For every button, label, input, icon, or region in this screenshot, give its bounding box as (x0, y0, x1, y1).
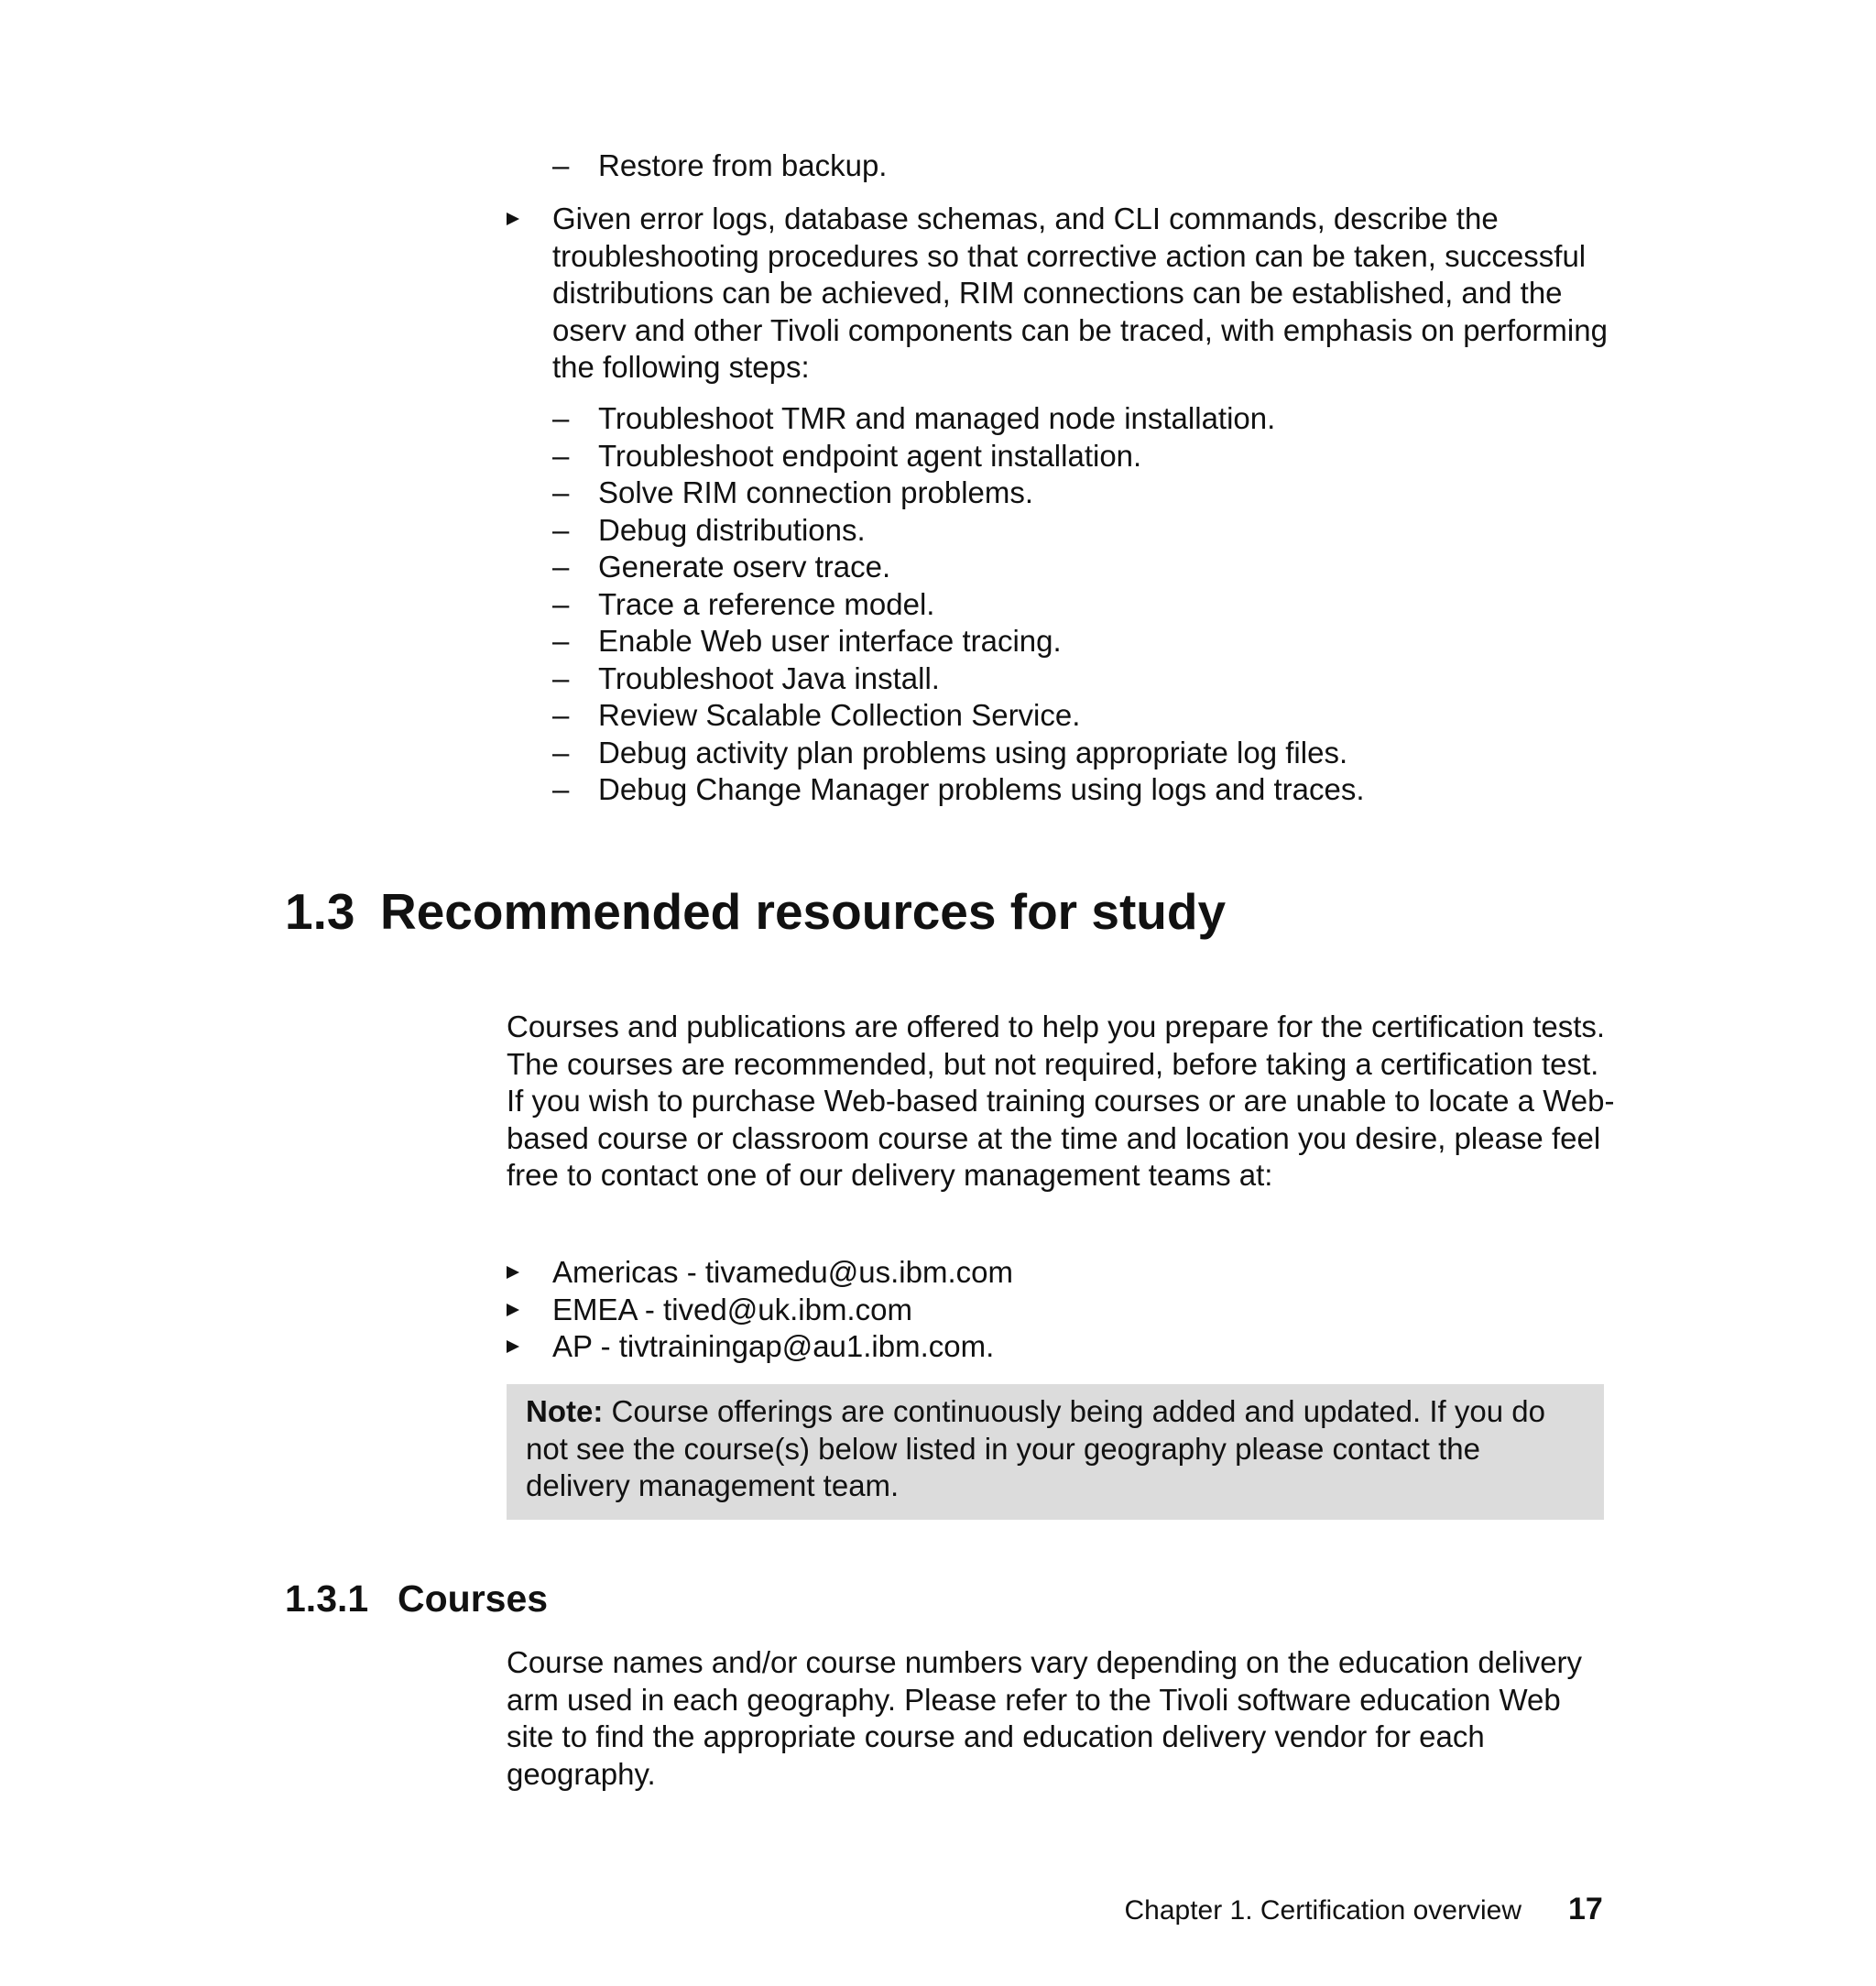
dash-list-top (552, 147, 1615, 185)
section-title: Recommended resources for study (380, 883, 1227, 940)
triangle-bullet-icon (507, 213, 519, 225)
page-number: 17 (1568, 1892, 1603, 1926)
courses-paragraph: Course names and/or course numbers vary depending on the education delivery arm used in each geography. Please refer to the Tivoli software education Web site to find the appropriate course and education delivery vendor for each geography. (507, 1645, 1583, 1791)
list-item (552, 438, 1615, 475)
list-item-text: Debug activity plan problems using appropriate log files. (598, 735, 1348, 769)
list-item-text: Troubleshoot TMR and managed node installation. (598, 401, 1276, 435)
dash-marker: – (552, 624, 570, 658)
dash-marker: – (552, 401, 570, 435)
footer-chapter: Chapter 1. Certification overview (1124, 1895, 1522, 1926)
list-item (552, 400, 1615, 438)
contact-text: AP - tivtrainingap@au1.ibm.com. (552, 1329, 995, 1363)
list-item-text: Debug Change Manager problems using logs and traces. (598, 772, 1365, 806)
troubleshoot-steps-list (552, 400, 1615, 809)
troubleshoot-bullet-text: Given error logs, database schemas, and CLI commands, describe the troubleshooting procedures so that corrective action can be taken, successful distributions can be achieved, RIM connections can be established, and the oserv and other Tivoli components can be traced, with emphasis on performing the following steps: (552, 202, 1608, 384)
note-text: Course offerings are continuously being added and updated. If you do not see the course(s) below listed in your geography please contact the delivery management team. (526, 1394, 1545, 1502)
list-item (552, 147, 1615, 185)
list-item (552, 475, 1615, 512)
contact-text: EMEA - tived@uk.ibm.com (552, 1292, 912, 1326)
dash-marker: – (552, 772, 570, 806)
contact-text: Americas - tivamedu@us.ibm.com (552, 1255, 1013, 1289)
triangle-bullet-icon (507, 1340, 519, 1353)
list-item (552, 660, 1615, 698)
list-item-text: Troubleshoot endpoint agent installation. (598, 438, 1142, 473)
dash-marker: – (552, 586, 570, 621)
page-footer (0, 1893, 1876, 1929)
dash-marker: – (552, 512, 570, 547)
dash-marker: – (552, 698, 570, 732)
list-item-text: Troubleshoot Java install. (598, 660, 940, 695)
contacts-list (507, 1254, 1013, 1366)
troubleshoot-bullet (507, 201, 1615, 387)
section-heading (285, 881, 1226, 942)
contact-item (507, 1328, 1013, 1366)
triangle-bullet-icon (507, 1304, 519, 1316)
section-number: 1.3 (285, 883, 355, 940)
contact-item (507, 1292, 1013, 1329)
list-item-text: Restore from backup. (598, 148, 888, 182)
list-item-text: Solve RIM connection problems. (598, 475, 1034, 509)
list-item-text: Review Scalable Collection Service. (598, 698, 1081, 732)
subsection-heading (285, 1576, 548, 1621)
dash-marker: – (552, 735, 570, 769)
list-item (552, 549, 1615, 586)
list-item-text: Enable Web user interface tracing. (598, 624, 1062, 658)
dash-marker: – (552, 475, 570, 509)
list-item-text: Debug distributions. (598, 512, 866, 547)
list-item-text: Trace a reference model. (598, 586, 935, 621)
subsection-number: 1.3.1 (285, 1577, 369, 1620)
dash-marker: – (552, 660, 570, 695)
list-item (552, 771, 1615, 809)
list-item (552, 623, 1615, 660)
subsection-title: Courses (398, 1577, 549, 1620)
triangle-bullet-icon (507, 1266, 519, 1279)
note-label: Note: (526, 1394, 604, 1428)
list-item (552, 586, 1615, 624)
dash-marker: – (552, 438, 570, 473)
list-item (552, 735, 1615, 772)
list-item (552, 697, 1615, 735)
note-box (507, 1384, 1604, 1520)
list-item (552, 512, 1615, 550)
dash-marker: – (552, 550, 570, 584)
dash-marker: – (552, 148, 570, 182)
section-intro: Courses and publications are offered to help you prepare for the certification tests. The courses are recommended, but not required, before taking a certification test. If you wish to purchase Web-based training courses or are unable to locate a Web-based course or classroom course at the time and location you desire, please feel free to contact one of our delivery management teams at: (507, 1009, 1615, 1192)
contact-item (507, 1254, 1013, 1292)
list-item-text: Generate oserv trace. (598, 550, 891, 584)
